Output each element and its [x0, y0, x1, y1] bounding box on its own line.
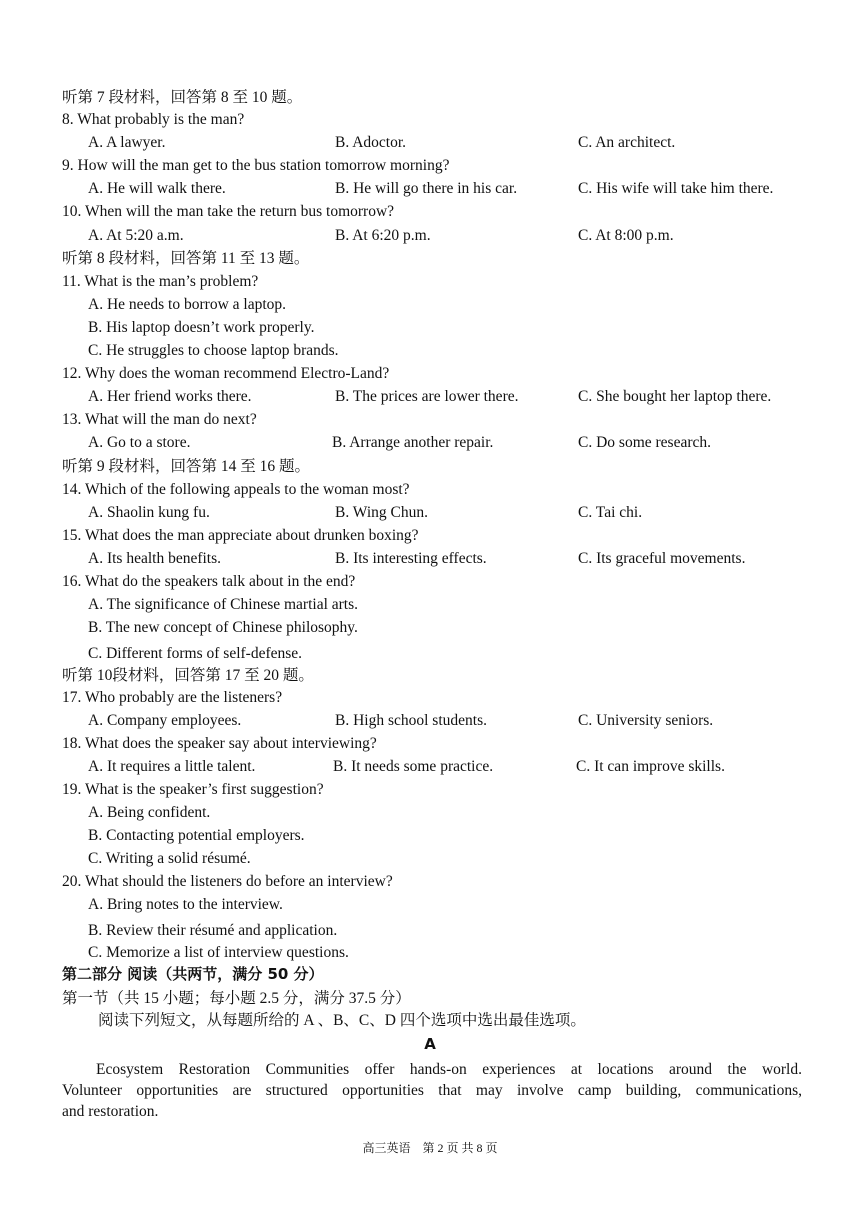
section-heading: 听第 7 段材料，回答第 8 至 10 题。 — [62, 89, 303, 106]
option-b: B. He will go there in his car. — [335, 180, 518, 197]
passage-label: A — [424, 1035, 436, 1053]
question-8: 8. What probably is the man? — [62, 111, 245, 128]
option-c: C. At 8:00 p.m. — [578, 227, 674, 244]
option-c: C. She bought her laptop there. — [578, 388, 772, 405]
page-footer: 高三英语 第 2 页 共 8 页 — [362, 1141, 498, 1155]
option-c: C. An architect. — [578, 134, 676, 151]
option-b: B. Arrange another repair. — [332, 434, 494, 451]
instructions: 阅读下列短文，从每题所给的 A 、B、C、D 四个选项中选出最佳选项。 — [98, 1012, 586, 1029]
passage-line: and restoration. — [62, 1103, 159, 1120]
option-b: B. At 6:20 p.m. — [335, 227, 431, 244]
passage-line: Volunteer opportunities are structured opportunities that may involve camp building, communications, — [62, 1082, 802, 1099]
section-heading: 听第 10段材料，回答第 17 至 20 题。 — [62, 667, 314, 684]
option-b: B. His laptop doesn’t work properly. — [88, 319, 315, 336]
option-b: B. Contacting potential employers. — [88, 827, 305, 844]
option-c: C. He struggles to choose laptop brands. — [88, 342, 339, 359]
option-a: A. He will walk there. — [88, 180, 226, 197]
option-a: A. Go to a store. — [88, 434, 191, 451]
option-b: B. The prices are lower there. — [335, 388, 519, 405]
question-16: 16. What do the speakers talk about in the end? — [62, 573, 356, 590]
option-a: A. Company employees. — [88, 712, 242, 729]
passage-line: Ecosystem Restoration Communities offer hands-on experiences at locations around the world. — [96, 1061, 802, 1078]
option-c: C. His wife will take him there. — [578, 180, 774, 197]
option-b: B. Review their résumé and application. — [88, 922, 338, 939]
option-a: A. It requires a little talent. — [88, 758, 256, 775]
option-a: A. A lawyer. — [88, 134, 166, 151]
question-9: 9. How will the man get to the bus station tomorrow morning? — [62, 157, 450, 174]
option-b: B. The new concept of Chinese philosophy. — [88, 619, 358, 636]
option-c: C. Writing a solid résumé. — [88, 850, 251, 867]
option-c: C. Different forms of self-defense. — [88, 645, 303, 662]
option-a: A. Bring notes to the interview. — [88, 896, 283, 913]
option-a: A. He needs to borrow a laptop. — [88, 296, 287, 313]
option-b: B. High school students. — [335, 712, 487, 729]
question-12: 12. Why does the woman recommend Electro-Land? — [62, 365, 390, 382]
question-14: 14. Which of the following appeals to the woman most? — [62, 481, 410, 498]
option-a: A. The significance of Chinese martial arts. — [88, 596, 359, 613]
part-title: 第二部分 阅读（共两节，满分 50 分） — [62, 965, 324, 983]
option-a: A. Shaolin kung fu. — [88, 504, 210, 521]
option-a: A. Her friend works there. — [88, 388, 252, 405]
question-15: 15. What does the man appreciate about drunken boxing? — [62, 527, 419, 544]
option-b: B. It needs some practice. — [333, 758, 494, 775]
question-18: 18. What does the speaker say about interviewing? — [62, 735, 377, 752]
option-c: C. Do some research. — [578, 434, 711, 451]
option-b: B. Wing Chun. — [335, 504, 428, 521]
option-c: C. Memorize a list of interview questions. — [88, 944, 349, 961]
subsection-heading: 第一节（共 15 小题；每小题 2.5 分，满分 37.5 分） — [62, 990, 411, 1007]
question-17: 17. Who probably are the listeners? — [62, 689, 283, 706]
option-c: C. Its graceful movements. — [578, 550, 746, 567]
question-13: 13. What will the man do next? — [62, 411, 257, 428]
option-c: C. It can improve skills. — [576, 758, 725, 775]
passage-text — [62, 1059, 802, 1122]
option-b: B. Its interesting effects. — [335, 550, 487, 567]
option-c: C. University seniors. — [578, 712, 714, 729]
option-a: A. Its health benefits. — [88, 550, 222, 567]
option-c: C. Tai chi. — [578, 504, 643, 521]
option-b: B. Adoctor. — [335, 134, 407, 151]
question-20: 20. What should the listeners do before an interview? — [62, 873, 393, 890]
question-11: 11. What is the man’s problem? — [62, 273, 259, 290]
option-a: A. At 5:20 a.m. — [88, 227, 184, 244]
question-19: 19. What is the speaker’s first suggestion? — [62, 781, 324, 798]
option-a: A. Being confident. — [88, 804, 211, 821]
section-heading: 听第 8 段材料，回答第 11 至 13 题。 — [62, 250, 310, 267]
section-heading: 听第 9 段材料，回答第 14 至 16 题。 — [62, 458, 311, 475]
question-10: 10. When will the man take the return bus tomorrow? — [62, 203, 395, 220]
